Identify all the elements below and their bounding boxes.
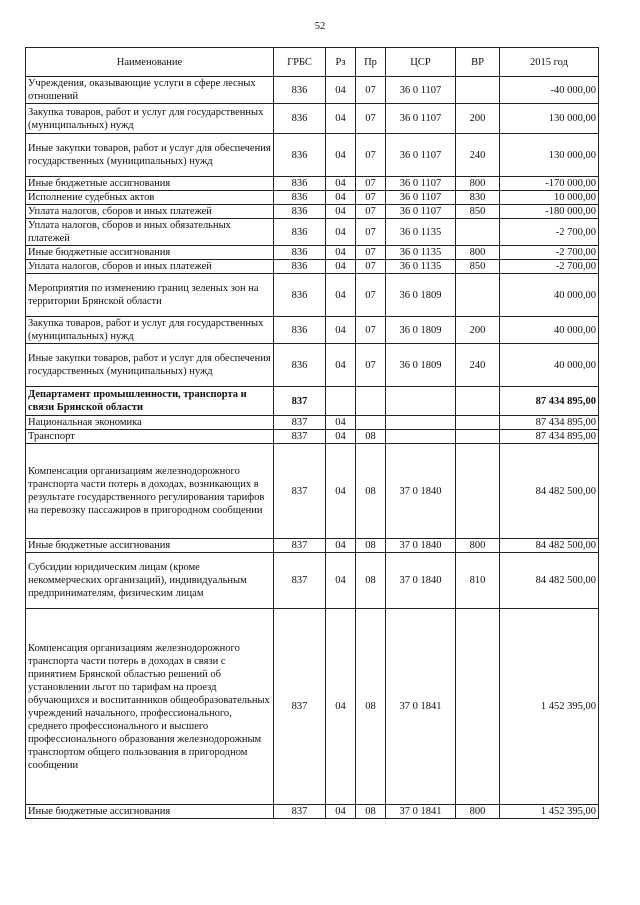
cell-grbs: 837 xyxy=(274,444,326,539)
cell-csr: 36 0 1107 xyxy=(386,104,456,134)
cell-name: Уплата налогов, сборов и иных обязательных платежей xyxy=(26,219,274,246)
cell-vr: 810 xyxy=(456,553,500,609)
cell-rz: 04 xyxy=(326,805,356,819)
cell-vr: 800 xyxy=(456,246,500,260)
cell-rz: 04 xyxy=(326,609,356,805)
cell-csr: 37 0 1840 xyxy=(386,539,456,553)
cell-name: Национальная экономика xyxy=(26,416,274,430)
cell-grbs: 836 xyxy=(274,104,326,134)
cell-csr: 36 0 1107 xyxy=(386,134,456,177)
cell-csr: 36 0 1135 xyxy=(386,260,456,274)
cell-vr: 240 xyxy=(456,344,500,387)
cell-pr: 07 xyxy=(356,246,386,260)
cell-vr xyxy=(456,274,500,317)
cell-amount: 87 434 895,00 xyxy=(500,416,599,430)
cell-rz: 04 xyxy=(326,444,356,539)
header-row xyxy=(26,48,599,77)
cell-rz: 04 xyxy=(326,205,356,219)
cell-grbs: 837 xyxy=(274,805,326,819)
cell-amount: -2 700,00 xyxy=(500,219,599,246)
cell-name: Закупка товаров, работ и услуг для государственных (муниципальных) нужд xyxy=(26,104,274,134)
cell-pr: 07 xyxy=(356,104,386,134)
cell-csr: 36 0 1107 xyxy=(386,77,456,104)
cell-csr: 37 0 1841 xyxy=(386,609,456,805)
cell-vr xyxy=(456,444,500,539)
cell-amount: 84 482 500,00 xyxy=(500,539,599,553)
cell-pr: 07 xyxy=(356,134,386,177)
cell-vr: 800 xyxy=(456,177,500,191)
table-row xyxy=(26,344,599,387)
page-number: 52 xyxy=(314,21,326,32)
cell-grbs: 836 xyxy=(274,260,326,274)
cell-rz: 04 xyxy=(326,416,356,430)
cell-grbs: 836 xyxy=(274,274,326,317)
cell-pr xyxy=(356,387,386,416)
cell-grbs: 837 xyxy=(274,430,326,444)
cell-csr: 36 0 1809 xyxy=(386,344,456,387)
cell-rz: 04 xyxy=(326,344,356,387)
cell-amount: 130 000,00 xyxy=(500,134,599,177)
cell-pr xyxy=(356,416,386,430)
cell-amount: 1 452 395,00 xyxy=(500,805,599,819)
cell-grbs: 836 xyxy=(274,219,326,246)
cell-grbs: 836 xyxy=(274,191,326,205)
header-vr: ВР xyxy=(456,48,500,77)
cell-amount: -180 000,00 xyxy=(500,205,599,219)
cell-pr: 07 xyxy=(356,274,386,317)
cell-name: Иные закупки товаров, работ и услуг для обеспечения государственных (муниципальных) нужд xyxy=(26,344,274,387)
cell-vr: 240 xyxy=(456,134,500,177)
cell-csr: 36 0 1107 xyxy=(386,205,456,219)
cell-amount: 84 482 500,00 xyxy=(500,444,599,539)
cell-vr: 800 xyxy=(456,539,500,553)
cell-rz: 04 xyxy=(326,191,356,205)
table-row xyxy=(26,430,599,444)
table-row xyxy=(26,77,599,104)
cell-pr: 08 xyxy=(356,805,386,819)
table-row xyxy=(26,205,599,219)
cell-rz: 04 xyxy=(326,246,356,260)
cell-csr xyxy=(386,416,456,430)
table-row xyxy=(26,177,599,191)
cell-name: Уплата налогов, сборов и иных платежей xyxy=(26,260,274,274)
cell-amount: 10 000,00 xyxy=(500,191,599,205)
cell-amount: -170 000,00 xyxy=(500,177,599,191)
cell-name: Закупка товаров, работ и услуг для государственных (муниципальных) нужд xyxy=(26,317,274,344)
cell-grbs: 836 xyxy=(274,77,326,104)
cell-rz: 04 xyxy=(326,219,356,246)
cell-name: Компенсация организациям железнодорожного транспорта части потерь в доходах, возникающих в результате государственного регулирования тарифов на перевозку пассажиров в пригородном сообщении xyxy=(26,444,274,539)
cell-name: Иные закупки товаров, работ и услуг для обеспечения государственных (муниципальных) нужд xyxy=(26,134,274,177)
cell-vr: 200 xyxy=(456,317,500,344)
table-row xyxy=(26,387,599,416)
cell-grbs: 836 xyxy=(274,246,326,260)
cell-csr xyxy=(386,430,456,444)
cell-amount: 1 452 395,00 xyxy=(500,609,599,805)
cell-name: Уплата налогов, сборов и иных платежей xyxy=(26,205,274,219)
cell-vr xyxy=(456,219,500,246)
cell-name: Компенсация организациям железнодорожного транспорта части потерь в доходах в связи с принятием Брянской областью решений об установлении льгот по тарифам на проезд обучающихся и воспитанников общеобразовательных учреждений начального, профессионального, среднего профессионального и высшего профессионального образования железнодорожным транспортом общего пользования в пригородном сообщении xyxy=(26,609,274,805)
table-row xyxy=(26,805,599,819)
cell-csr xyxy=(386,387,456,416)
header-name: Наименование xyxy=(26,48,274,77)
cell-pr: 08 xyxy=(356,444,386,539)
cell-grbs: 836 xyxy=(274,134,326,177)
cell-amount: 84 482 500,00 xyxy=(500,553,599,609)
cell-vr xyxy=(456,387,500,416)
table-row xyxy=(26,260,599,274)
cell-vr xyxy=(456,609,500,805)
cell-vr xyxy=(456,416,500,430)
cell-pr: 07 xyxy=(356,177,386,191)
cell-amount: 40 000,00 xyxy=(500,344,599,387)
cell-name: Иные бюджетные ассигнования xyxy=(26,805,274,819)
header-year: 2015 год xyxy=(500,48,599,77)
table-row xyxy=(26,191,599,205)
cell-amount: 87 434 895,00 xyxy=(500,430,599,444)
cell-grbs: 837 xyxy=(274,539,326,553)
cell-csr: 36 0 1809 xyxy=(386,317,456,344)
cell-csr: 36 0 1135 xyxy=(386,246,456,260)
header-rz: Рз xyxy=(326,48,356,77)
cell-amount: -2 700,00 xyxy=(500,246,599,260)
cell-rz: 04 xyxy=(326,539,356,553)
cell-grbs: 836 xyxy=(274,317,326,344)
cell-name: Иные бюджетные ассигнования xyxy=(26,246,274,260)
cell-grbs: 836 xyxy=(274,344,326,387)
cell-csr: 37 0 1841 xyxy=(386,805,456,819)
cell-amount: 40 000,00 xyxy=(500,317,599,344)
cell-name: Иные бюджетные ассигнования xyxy=(26,177,274,191)
cell-amount: 130 000,00 xyxy=(500,104,599,134)
cell-csr: 37 0 1840 xyxy=(386,444,456,539)
cell-vr: 850 xyxy=(456,260,500,274)
cell-amount: -2 700,00 xyxy=(500,260,599,274)
cell-rz: 04 xyxy=(326,177,356,191)
header-csr: ЦСР xyxy=(386,48,456,77)
cell-name: Мероприятия по изменению границ зеленых зон на территории Брянской области xyxy=(26,274,274,317)
cell-rz: 04 xyxy=(326,274,356,317)
table-row xyxy=(26,444,599,539)
cell-name: Исполнение судебных актов xyxy=(26,191,274,205)
cell-rz: 04 xyxy=(326,104,356,134)
cell-rz: 04 xyxy=(326,134,356,177)
cell-csr: 37 0 1840 xyxy=(386,553,456,609)
cell-vr: 850 xyxy=(456,205,500,219)
table-row xyxy=(26,246,599,260)
cell-name: Учреждения, оказывающие услуги в сфере лесных отношений xyxy=(26,77,274,104)
cell-name: Транспорт xyxy=(26,430,274,444)
cell-pr: 08 xyxy=(356,539,386,553)
cell-rz: 04 xyxy=(326,260,356,274)
cell-grbs: 837 xyxy=(274,553,326,609)
cell-name: Департамент промышленности, транспорта и связи Брянской области xyxy=(26,387,274,416)
cell-amount: 87 434 895,00 xyxy=(500,387,599,416)
cell-pr: 07 xyxy=(356,77,386,104)
cell-rz: 04 xyxy=(326,77,356,104)
cell-pr: 07 xyxy=(356,205,386,219)
table-row xyxy=(26,104,599,134)
cell-grbs: 836 xyxy=(274,205,326,219)
cell-rz: 04 xyxy=(326,430,356,444)
cell-pr: 08 xyxy=(356,609,386,805)
cell-rz xyxy=(326,387,356,416)
cell-pr: 07 xyxy=(356,219,386,246)
table-row xyxy=(26,274,599,317)
header-pr: Пр xyxy=(356,48,386,77)
cell-pr: 08 xyxy=(356,430,386,444)
cell-rz: 04 xyxy=(326,317,356,344)
table-row xyxy=(26,553,599,609)
cell-grbs: 837 xyxy=(274,387,326,416)
table-row xyxy=(26,134,599,177)
cell-vr xyxy=(456,77,500,104)
cell-pr: 08 xyxy=(356,553,386,609)
cell-grbs: 837 xyxy=(274,609,326,805)
cell-name: Иные бюджетные ассигнования xyxy=(26,539,274,553)
cell-csr: 36 0 1135 xyxy=(386,219,456,246)
table-row xyxy=(26,219,599,246)
cell-amount: -40 000,00 xyxy=(500,77,599,104)
cell-name: Субсидии юридическим лицам (кроме некоммерческих организаций), индивидуальным предпринимателям, физическим лицам xyxy=(26,553,274,609)
cell-pr: 07 xyxy=(356,317,386,344)
cell-vr xyxy=(456,430,500,444)
cell-pr: 07 xyxy=(356,191,386,205)
cell-pr: 07 xyxy=(356,260,386,274)
cell-vr: 200 xyxy=(456,104,500,134)
table-row xyxy=(26,416,599,430)
cell-vr: 830 xyxy=(456,191,500,205)
cell-csr: 36 0 1809 xyxy=(386,274,456,317)
cell-grbs: 836 xyxy=(274,177,326,191)
header-grbs: ГРБС xyxy=(274,48,326,77)
cell-csr: 36 0 1107 xyxy=(386,177,456,191)
cell-csr: 36 0 1107 xyxy=(386,191,456,205)
budget-table xyxy=(25,47,599,819)
cell-grbs: 837 xyxy=(274,416,326,430)
cell-vr: 800 xyxy=(456,805,500,819)
table-row xyxy=(26,609,599,805)
cell-rz: 04 xyxy=(326,553,356,609)
table-row xyxy=(26,317,599,344)
cell-amount: 40 000,00 xyxy=(500,274,599,317)
table-row xyxy=(26,539,599,553)
cell-pr: 07 xyxy=(356,344,386,387)
